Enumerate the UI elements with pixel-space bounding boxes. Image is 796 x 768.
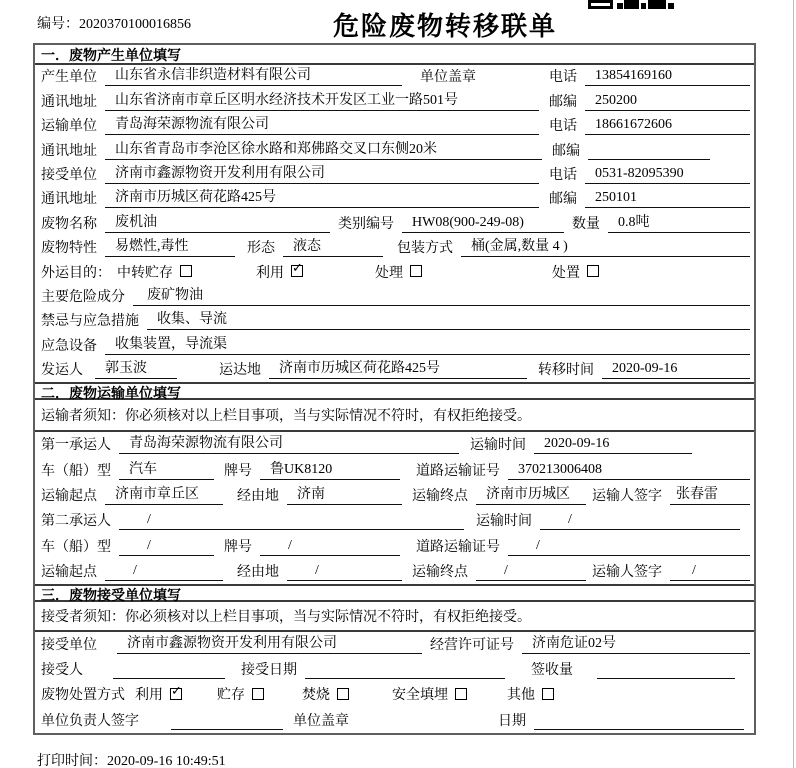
receiver-addr-value: 济南市历城区荷花路425号 <box>105 187 539 208</box>
disposal-option-other: 其他 <box>507 684 554 704</box>
purpose-option-utilize: 利用 ✓ <box>256 262 303 282</box>
producer-value: 山东省永信非织造材料有限公司 <box>105 65 402 86</box>
transporter-phone-value: 18661672606 <box>585 117 750 135</box>
route1-start-label: 运输起点 <box>41 488 97 504</box>
equipment-label: 应急设备 <box>41 338 97 354</box>
waste-name-label: 废物名称 <box>41 216 97 232</box>
row-transporter <box>35 114 754 138</box>
transfer-time-label: 转移时间 <box>538 363 594 379</box>
waste-form-value: 液态 <box>283 236 383 257</box>
producer-phone-value: 13854169160 <box>585 68 750 86</box>
row-disposal-method <box>35 682 754 707</box>
disposal-label: 废物处置方式 <box>41 688 125 704</box>
checkbox-disposal-store <box>252 688 264 700</box>
checkbox-disposal-other <box>542 688 554 700</box>
row-receiver <box>35 163 754 187</box>
section2-heading: 二．废物运输单位填写 <box>35 382 754 400</box>
row-hazard-components <box>35 285 754 309</box>
route2-sign-value: / <box>670 563 750 581</box>
row-emergency-equipment <box>35 333 754 357</box>
waste-props-value: 易燃性,毒性 <box>105 236 235 257</box>
route2-start-label: 运输起点 <box>41 564 97 580</box>
purpose-option-treat: 处理 <box>375 262 422 282</box>
dispatcher-label: 发运人 <box>41 363 83 379</box>
transporter-zip-value <box>588 143 710 160</box>
transporter-zip-label: 邮编 <box>552 143 580 159</box>
row-route1 <box>35 483 754 508</box>
waste-qty-value: 0.8吨 <box>608 211 750 232</box>
producer-label: 产生单位 <box>41 70 97 86</box>
receiver-addr-label: 通讯地址 <box>41 192 97 208</box>
row-dispatcher <box>35 358 754 382</box>
checkbox-disposal-utilize <box>170 688 182 700</box>
acceptor-label: 接受人 <box>41 663 83 679</box>
print-time <box>37 750 226 768</box>
route2-start-value: / <box>105 563 223 581</box>
route2-via-label: 经由地 <box>237 564 279 580</box>
receiver-phone-label: 电话 <box>549 167 577 183</box>
responsible-sign-label: 单位负责人签字 <box>41 713 139 729</box>
route1-end-value: 济南市历城区 <box>476 483 586 505</box>
disposal-option-landfill: 安全填埋 <box>392 684 467 704</box>
checkbox-transfer-storage <box>180 265 192 277</box>
checkbox-disposal-incinerate <box>337 688 349 700</box>
row-acceptance <box>35 657 754 682</box>
waste-code-label: 类别编号 <box>338 216 394 232</box>
serial-value: 2020370100016856 <box>79 17 191 32</box>
transporter-addr-label: 通讯地址 <box>41 143 97 159</box>
receiver-value: 济南市鑫源物资开发利用有限公司 <box>105 163 539 184</box>
hazard-label: 主要危险成分 <box>41 289 125 305</box>
transporter-addr-value: 山东省青岛市李沧区徐水路和郑佛路交叉口东侧20米 <box>105 138 542 159</box>
row-waste-properties <box>35 236 754 260</box>
receiver-zip-label: 邮编 <box>549 192 577 208</box>
section-producer <box>35 45 754 382</box>
serial-label: 编号： <box>37 17 79 32</box>
receiver-phone-value: 0531-82095390 <box>585 166 750 184</box>
sign-date-value <box>534 713 744 730</box>
route1-via-value: 济南 <box>287 483 402 505</box>
row-transfer-purpose <box>35 260 754 284</box>
road-license1-label: 道路运输证号 <box>416 463 500 479</box>
transporter-label: 运输单位 <box>41 119 97 135</box>
receiver-label: 接受单位 <box>41 167 97 183</box>
route1-end-label: 运输终点 <box>412 488 468 504</box>
row-vehicle2 <box>35 533 754 558</box>
producer-addr-value: 山东省济南市章丘区明水经济技术开发区工业一路501号 <box>105 89 539 110</box>
checkbox-utilize <box>291 265 303 277</box>
vehicle2-value: / <box>119 538 214 556</box>
purpose-option-transfer-storage: 中转贮存 <box>117 262 192 282</box>
vehicle2-label: 车（船）型 <box>41 539 111 555</box>
hazard-value: 废矿物油 <box>133 285 750 306</box>
producer-phone-label: 电话 <box>549 70 577 86</box>
waste-code-value: HW08(900-249-08) <box>402 215 564 233</box>
equipment-value: 收集装置，导流渠 <box>105 333 750 354</box>
operating-license-label: 经营许可证号 <box>430 638 514 654</box>
transporter-phone-label: 电话 <box>549 119 577 135</box>
carrier1-time-label: 运输时间 <box>470 438 526 454</box>
seal-label: 单位盖章 <box>420 70 476 86</box>
vehicle1-value: 汽车 <box>119 458 214 480</box>
transporter-value: 青岛海荣源物流有限公司 <box>105 114 539 135</box>
route1-sign-label: 运输人签字 <box>592 488 662 504</box>
carrier1-value: 青岛海荣源物流有限公司 <box>119 432 459 454</box>
measures-label: 禁忌与应急措施 <box>41 314 139 330</box>
row-emergency-measures <box>35 309 754 333</box>
checkbox-disposal-landfill <box>455 688 467 700</box>
carrier1-time-value: 2020-09-16 <box>534 436 692 454</box>
route1-sign-value: 张春雷 <box>670 483 750 505</box>
producer-addr-label: 通讯地址 <box>41 94 97 110</box>
transporter-notice: 运输者须知：你必须核对以上栏目事项，当与实际情况不符时，有权拒绝接受。 <box>35 400 754 432</box>
waste-qty-label: 数量 <box>572 216 600 232</box>
serial-number <box>37 13 191 33</box>
purpose-option-dispose: 处置 <box>552 262 599 282</box>
purpose-label: 外运目的： <box>41 265 111 281</box>
carrier2-time-value: / <box>540 512 740 530</box>
page-title: 危险废物转移联单 <box>333 12 558 41</box>
carrier2-label: 第二承运人 <box>41 514 111 530</box>
disposal-option-incinerate: 焚烧 <box>302 684 349 704</box>
print-time-label: 打印时间： <box>37 754 107 768</box>
received-qty-label: 签收量 <box>531 663 573 679</box>
waste-name-value: 废机油 <box>105 211 330 232</box>
route1-via-label: 经由地 <box>237 488 279 504</box>
packing-value: 桶(金属,数量 4 ) <box>461 236 750 257</box>
row-vehicle1 <box>35 457 754 482</box>
plate1-value: 鲁UK8120 <box>260 458 400 480</box>
disposal-option-store: 贮存 <box>217 684 264 704</box>
receiving-unit-value: 济南市鑫源物资开发利用有限公司 <box>117 632 422 654</box>
measures-value: 收集、导流 <box>147 309 750 330</box>
row-carrier2 <box>35 508 754 533</box>
vehicle1-label: 车（船）型 <box>41 463 111 479</box>
receiver-zip-value: 250101 <box>585 190 750 208</box>
acceptor-value <box>113 662 225 679</box>
row-signoff <box>35 707 754 732</box>
unit-seal-label: 单位盖章 <box>293 713 349 729</box>
road-license2-value: / <box>508 538 750 556</box>
destination-label: 运达地 <box>219 363 261 379</box>
row-producer <box>35 65 754 89</box>
section1-heading: 一．废物产生单位填写 <box>35 45 754 65</box>
transfer-time-value: 2020-09-16 <box>602 361 750 379</box>
section3-heading: 三．废物接受单位填写 <box>35 584 754 602</box>
producer-zip-label: 邮编 <box>549 94 577 110</box>
accept-date-label: 接受日期 <box>241 663 297 679</box>
page-edge-line <box>793 0 794 768</box>
checkbox-dispose <box>587 265 599 277</box>
row-transporter-address <box>35 138 754 162</box>
disposal-option-utilize: 利用 ✓ <box>135 684 182 704</box>
row-producer-address <box>35 89 754 113</box>
row-receiving-unit <box>35 632 754 657</box>
route2-end-value: / <box>476 563 586 581</box>
plate2-label: 牌号 <box>224 539 252 555</box>
route1-start-value: 济南市章丘区 <box>105 483 223 505</box>
transfer-form-table <box>33 43 756 735</box>
producer-zip-value: 250200 <box>585 93 750 111</box>
qr-finder-square <box>588 0 613 9</box>
dispatcher-value: 郭玉波 <box>95 358 177 379</box>
row-route2 <box>35 559 754 584</box>
waste-props-label: 废物特性 <box>41 241 97 257</box>
responsible-sign-value <box>171 713 283 730</box>
carrier2-time-label: 运输时间 <box>476 514 532 530</box>
destination-value: 济南市历城区荷花路425号 <box>269 358 527 379</box>
plate1-label: 牌号 <box>224 463 252 479</box>
checkbox-treat <box>410 265 422 277</box>
road-license2-label: 道路运输证号 <box>416 539 500 555</box>
section-transporter <box>35 382 754 584</box>
road-license1-value: 370213006408 <box>508 462 750 480</box>
packing-label: 包装方式 <box>397 241 453 257</box>
receiver-notice: 接受者须知：你必须核对以上栏目事项，当与实际情况不符时，有权拒绝接受。 <box>35 602 754 632</box>
received-qty-value <box>597 662 735 679</box>
print-time-value: 2020-09-16 10:49:51 <box>107 754 226 768</box>
operating-license-value: 济南危证02号 <box>522 632 750 654</box>
waste-form-label: 形态 <box>247 241 275 257</box>
section-receiver <box>35 584 754 733</box>
route2-end-label: 运输终点 <box>412 564 468 580</box>
sign-date-label: 日期 <box>498 713 526 729</box>
receiving-unit-label: 接受单位 <box>41 638 97 654</box>
row-waste-name <box>35 211 754 235</box>
accept-date-value <box>305 662 505 679</box>
row-carrier1 <box>35 432 754 457</box>
carrier1-label: 第一承运人 <box>41 438 111 454</box>
plate2-value: / <box>260 538 400 556</box>
route2-sign-label: 运输人签字 <box>592 564 662 580</box>
carrier2-value: / <box>119 512 464 530</box>
route2-via-value: / <box>287 563 402 581</box>
row-receiver-address <box>35 187 754 211</box>
qr-code-fragment-icon <box>588 0 674 9</box>
